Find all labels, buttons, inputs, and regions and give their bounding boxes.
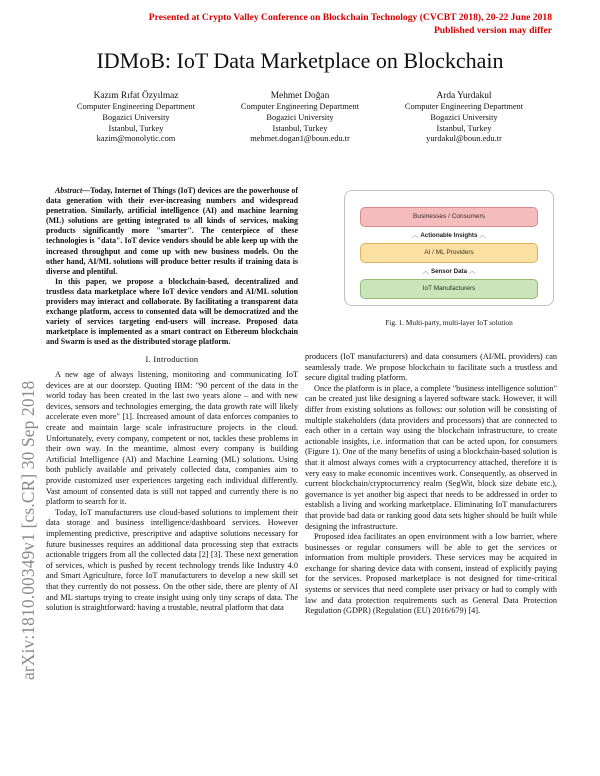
intro-paragraph-4: Once the platform is in place, a complete "business intelligence solution" can be created just like designing a layered software stack. However, it will differ from existing solutions as follows: our solution will be consisting of multiple stakeholders (data providers and processors) that are connected to each other in a certain way using the blockchain infrastructure, to create actionable insights, i.e. information that can be acted upon, for consumers (Figure 1). One of the many benefits of using a blockchain-based solution is that it almost always comes with a cryptocurrency attached, therefore it is very easy to make economic incentives work. Consequently, as observed in current blockchain/cryptocurrency realm (SegWit, block size debate etc.), governance is yet another big aspect that needs to be addressed in order to establish a living and working marketplace. Eliminating IoT manufacturers that provide bad data or ranking good data sets higher should be built while designing the infrastructure. [305, 383, 557, 531]
intro-paragraph-2: Today, IoT manufacturers use cloud-based solutions to implement their data storage and business intelligence/dashboard services. However implementing predictive, prescriptive and adaptive solutions necessary for future businesses requires an additional data processing step that extracts actionable triggers from all the collected data [2] [3]. These next generation of services, which is pushed by recent technology trends like Industry 4.0 and Smart Agriculture, force IoT manufacturers to develop a new skill set that they currently do not possess. On the other side, there are plenty of AI and ML startups trying to create insight using only tiny scraps of data. The solution is straightforward: having a trustable, neutral platform that data [46, 507, 298, 613]
chevron-up-icon: ︿ [468, 268, 476, 275]
figure-1-diagram [344, 190, 554, 306]
flow-sensor-data [360, 266, 538, 278]
arxiv-stamp: arXiv:1810.00349v1 [cs.CR] 30 Sep 2018 [18, 380, 38, 680]
author-name: Kazım Rıfat Özyılmaz [93, 91, 179, 101]
author-university: Bogazici University [266, 112, 334, 122]
chevron-up-icon: ︿ [422, 268, 430, 275]
author-email[interactable]: kazim@monolytic.com [96, 134, 176, 144]
left-column [46, 186, 298, 614]
notice-line-1: Presented at Crypto Valley Conference on Blockchain Technology (CVCBT 2018), 20-22 June 2018 [148, 12, 552, 23]
layer-businesses-consumers: Businesses / Consumers [360, 207, 538, 227]
author-email[interactable]: mehmet.dogan1@boun.edu.tr [250, 134, 350, 144]
intro-paragraph-1: A new age of always listening, monitoring and communicating IoT devices are at our doorstep. Quoting IBM: "90 percent of the data in the world today has been created in the last two years alone – and with new devices, sensors and technologies emerging, the data growth rate will likely accelerate even more" [1]. Increased amount of data enforces companies to create and maintain large scale infrastructure projects in the cloud. Unfortunately, every company, competent or not, tackles these problems in their own way. In the meantime, almost every company is building Artificial Intelligence (AI) and Machine Learning (ML) solutions. Using both publicly available and privately collected data, companies aim to provide customized user experiences targeting each individual differently. Vast amount of consented data is still not tapped and currently there is no platform to search for it. [46, 370, 298, 507]
author-name: Arda Yurdakul [436, 91, 492, 101]
flow-label: Actionable Insights [420, 232, 478, 239]
author-block [56, 90, 544, 145]
layer-ai-ml-providers: AI / ML Providers [360, 243, 538, 263]
author-location: Istanbul, Turkey [436, 123, 492, 133]
flow-label: Sensor Data [430, 268, 468, 275]
abstract-paragraph-2: In this paper, we propose a blockchain-based, decentralized and trustless data marketplace where IoT device vendors and AI/ML solution providers may interact and collaborate. By facilitating a transparent data exchange platform, access to consented data will be democratized and the variety of services targeting end-users will increase. Proposed data marketplace is implemented as a smart contract on Ethereum blockchain and Swarm is used as the distributed storage platform. [46, 276, 298, 347]
author-email[interactable]: yurdakul@boun.edu.tr [426, 134, 502, 144]
section-heading-introduction: I. Introduction [145, 354, 199, 364]
author-3 [384, 90, 544, 145]
author-dept: Computer Engineering Department [404, 102, 524, 111]
author-location: Istanbul, Turkey [272, 123, 328, 133]
notice-line-2: Published version may differ [433, 24, 552, 36]
abstract-label: Abstract [55, 186, 83, 195]
paper-title: IDMoB: IoT Data Marketplace on Blockchain [96, 48, 504, 73]
abstract-text-1: —Today, Internet of Things (IoT) devices are the powerhouse of data generation with their ever-increasing numbers and widespread penetration. Similarly, artificial intelligence (AI) and machine learning (ML) solutions are getting integrated to all kinds of services, making products significantly more "smarter". The centerpiece of these technologies is "data". IoT device vendors should be able keep up with the increased throughput and come up with new business models. On the other hand, AI/ML solutions will produce better results if training data is diverse and plentiful. [46, 186, 298, 276]
author-dept: Computer Engineering Department [240, 102, 360, 111]
author-university: Bogazici University [102, 112, 170, 122]
intro-paragraph-continued: producers (IoT manufacturers) and data consumers (AI/ML providers) can seamlessly trade. We propose blockchain to facilitate such a trustless and secure digital trading platform. [305, 352, 557, 383]
author-university: Bogazici University [430, 112, 498, 122]
abstract-paragraph-1 [46, 186, 298, 277]
figure-1-caption: Fig. 1. Multi-party, multi-layer IoT solution [385, 318, 513, 327]
intro-paragraph-5: Proposed idea facilitates an open environment with a low barrier, where businesses or regular consumers will be able to get the services or information from multiple providers. These services may be acquired in exchange for sharing device data with consent, instead of explicitly paying for the services. Proposed marketplace is not designed for time-critical systems or services that need complete user privacy or had to comply with law and data protection requirements such as General Data Protection Regulation (GDPR) (Regulation (EU) 2016/679) [4]. [305, 532, 557, 616]
chevron-up-icon: ︿ [411, 232, 419, 239]
author-location: Istanbul, Turkey [108, 123, 164, 133]
author-2 [220, 90, 380, 145]
author-1 [56, 90, 216, 145]
author-name: Mehmet Doğan [270, 91, 330, 101]
right-column [305, 352, 557, 617]
author-dept: Computer Engineering Department [76, 102, 196, 111]
chevron-up-icon: ︿ [479, 232, 487, 239]
conference-notice [149, 12, 552, 37]
flow-actionable-insights [360, 230, 538, 242]
layer-iot-manufacturers: IoT Manufacturers [360, 279, 538, 299]
